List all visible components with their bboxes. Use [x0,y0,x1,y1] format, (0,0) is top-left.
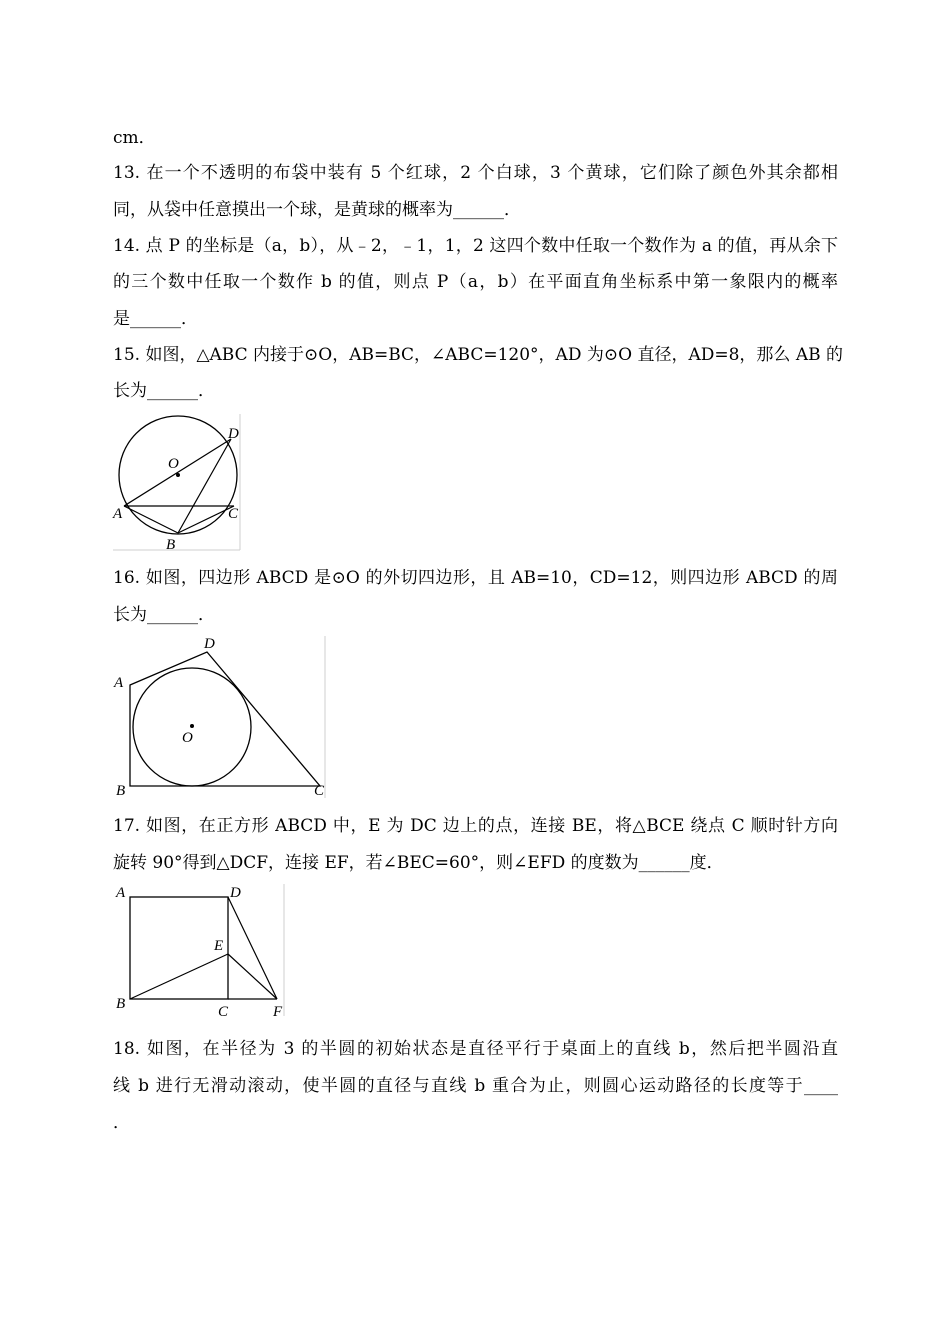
center-point [190,724,194,728]
segment-bd [178,439,231,533]
question-13-line-2: 同，从袋中任意摸出一个球，是黄球的概率为______． [113,200,521,220]
question-17-line-2: 旋转 90°得到△DCF，连接 EF，若∠BEC=60°，则∠EFD 的度数为______度． [113,853,724,873]
question-15-line-1: 15. 如图，△ABC 内接于⊙O，AB=BC，∠ABC=120°，AD 为⊙O 直径，AD=8，那么 AB 的 [113,345,843,365]
segment-df [228,897,277,999]
quadrilateral-abcd [130,652,320,786]
text-line: cm． [113,128,156,148]
question-14-line-3: 是______． [113,309,198,329]
label-a: A [114,675,124,691]
figure-16 [112,634,330,802]
question-14-line-1: 14. 点 P 的坐标是（a，b），从﹣2，﹣1，1，2 这四个数中任取一个数作为 a 的值，再从余下 [113,236,838,256]
segment-bc [178,506,234,533]
figure-17 [112,882,290,1020]
label-d: D [230,885,241,901]
label-b: B [166,537,176,553]
label-d: D [228,426,239,442]
segment-be [130,954,228,999]
center-point [176,473,180,477]
question-14-line-2: 的三个数中任取一个数作 b 的值，则点 P（a，b）在平面直角坐标系中第一象限内的概率 [113,272,838,292]
label-b: B [116,996,126,1012]
figure-15 [112,412,244,552]
label-c: C [218,1004,229,1020]
label-c: C [228,506,239,522]
question-18-line-2: 线 b 进行无滑动滚动，使半圆的直径与直线 b 重合为止，则圆心运动路径的长度等于____ [113,1076,838,1096]
label-a: A [113,506,123,522]
question-15-line-2: 长为______． [113,381,215,401]
label-e: E [214,938,224,954]
question-13-line-1: 13. 在一个不透明的布袋中装有 5 个红球，2 个白球，3 个黄球，它们除了颜色外其余都相 [113,163,838,183]
segment-ad [124,439,231,506]
label-a: A [116,885,126,901]
question-17-line-1: 17. 如图，在正方形 ABCD 中，E 为 DC 边上的点，连接 BE，将△BCE 绕点 C 顺时针方向 [113,816,838,836]
label-o: O [168,456,179,472]
question-18-line-1: 18. 如图，在半径为 3 的半圆的初始状态是直径平行于桌面上的直线 b，然后把半圆沿直 [113,1039,838,1059]
label-c: C [314,783,325,799]
label-b: B [116,783,126,799]
label-o: O [182,730,193,746]
segment-ef [228,954,277,999]
label-f: F [273,1004,283,1020]
question-18-line-3: ． [113,1113,130,1133]
label-d: D [204,636,215,652]
question-16-line-2: 长为______． [113,605,215,625]
segment-ab [124,506,178,533]
question-16-line-1: 16. 如图，四边形 ABCD 是⊙O 的外切四边形，且 AB=10，CD=12，则四边形 ABCD 的周 [113,568,838,588]
